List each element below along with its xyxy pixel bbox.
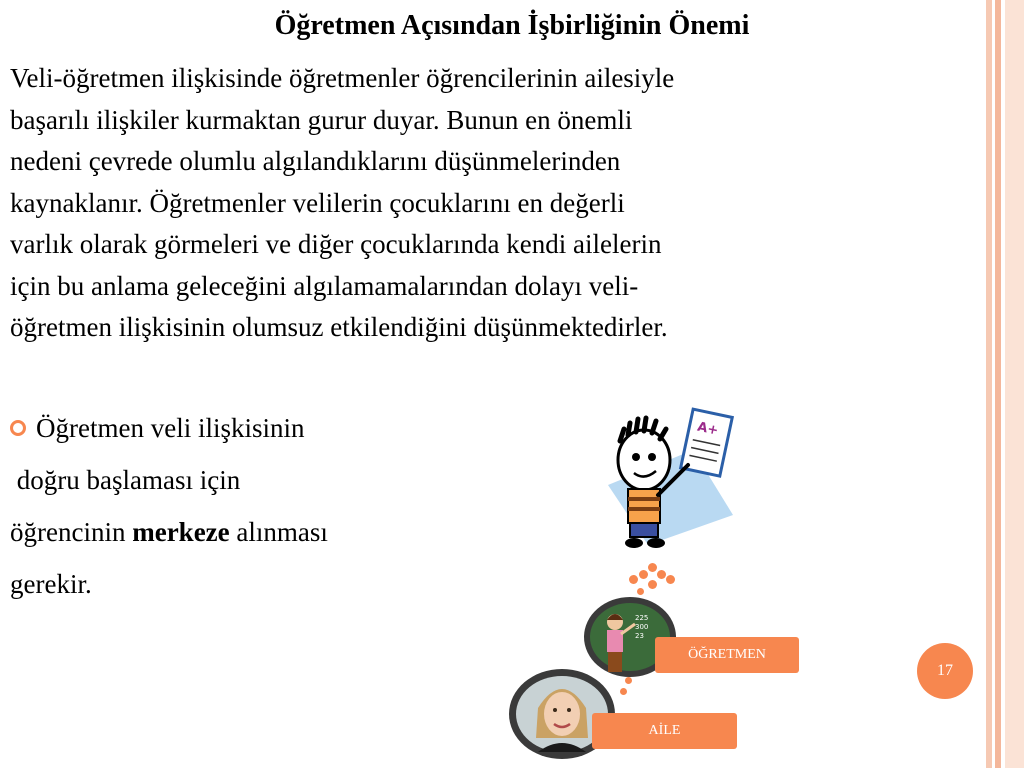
bullet-line: alınması [229, 517, 328, 547]
bullet-line: doğru başlaması için [10, 465, 241, 495]
paragraph-line: kaynaklanır. Öğretmenler velilerin çocuklarını en değerli [10, 187, 625, 218]
body-paragraph [10, 58, 985, 349]
paragraph-line: başarılı ilişkiler kurmaktan gurur duyar. Bunun en önemli [10, 104, 633, 135]
bullet-line: Öğretmen veli ilişkisinin [36, 413, 305, 443]
paragraph-line: Veli-öğretmen ilişkisinde öğretmenler öğrencilerinin ailesiyle [10, 63, 675, 93]
teacher-label: ÖĞRETMEN [655, 637, 799, 673]
page-number-badge: 17 [917, 643, 973, 699]
paragraph-line: için bu anlama geleceğini algılamamalarından dolayı veli- [10, 270, 639, 301]
decorative-stripes [986, 0, 1024, 768]
bullet-emphasis: merkeze [132, 517, 230, 547]
svg-text:A+: A+ [695, 419, 720, 439]
chalkboard-number: 23 [635, 632, 644, 640]
chalkboard-number: 225 [635, 614, 649, 622]
student-clipart [598, 405, 743, 550]
paragraph-line: varlık olarak görmeleri ve diğer çocuklarında kendi ailelerin [10, 229, 662, 259]
slide-title: Öğretmen Açısından İşbirliğinin Önemi [274, 10, 750, 41]
family-label: AİLE [592, 713, 737, 749]
bullet-line: gerekir. [10, 569, 92, 599]
bullet-icon [10, 420, 26, 436]
chalkboard-number: 300 [635, 623, 649, 631]
bullet-line: öğrencinin [10, 517, 133, 547]
bullet-point [10, 402, 530, 610]
paragraph-line: nedeni çevrede olumlu algılandıklarını düşünmelerinden [10, 146, 621, 176]
paragraph-line: öğretmen ilişkisinin olumsuz etkilendiğini düşünmektedirler. [10, 312, 668, 342]
